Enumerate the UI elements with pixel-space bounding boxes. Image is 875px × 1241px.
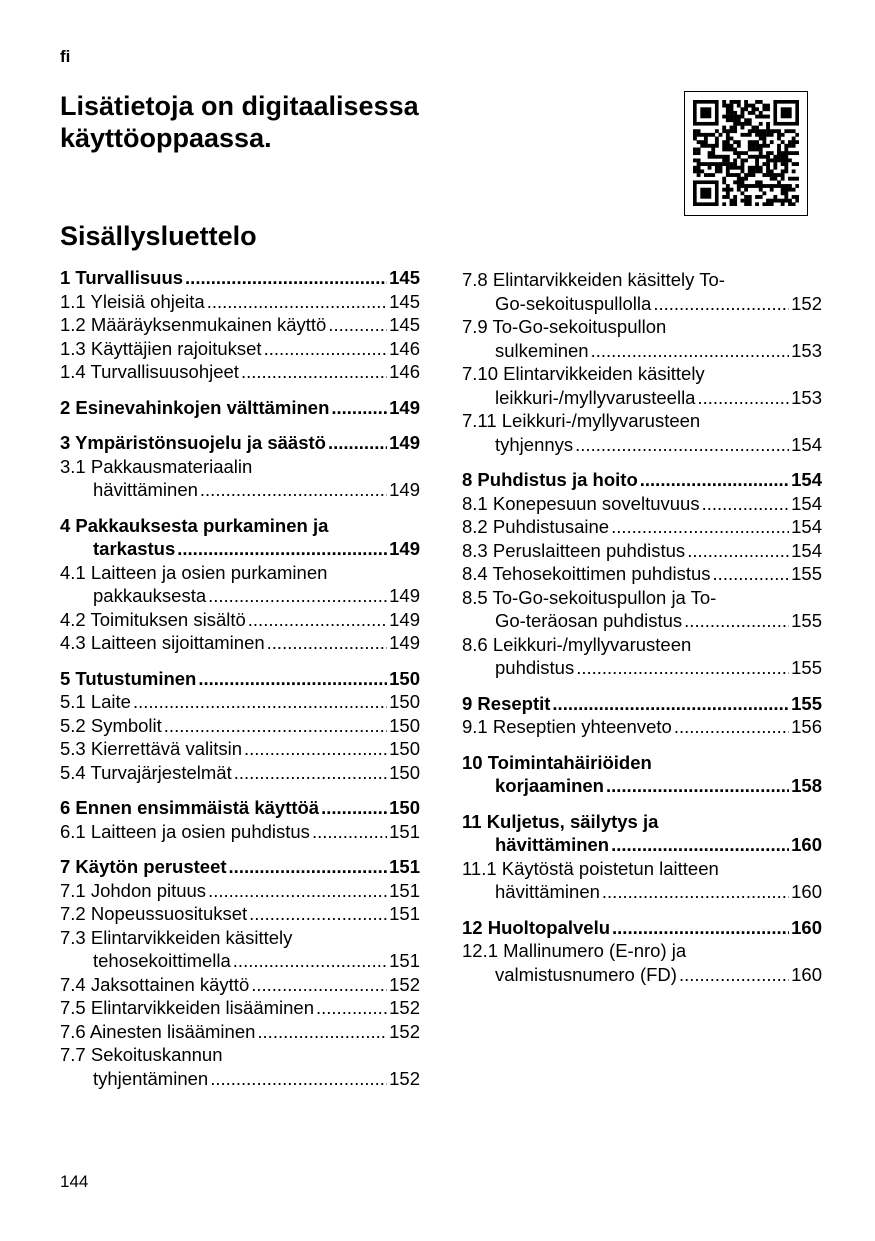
dot-leader: [331, 396, 387, 420]
toc-entry-title: 9.1 Reseptien yhteenveto: [462, 716, 672, 737]
toc-page-number: 156: [791, 716, 822, 737]
dot-leader: [207, 290, 387, 314]
toc-page-number: 146: [389, 337, 420, 359]
toc-entry-title: 3 Ympäristönsuojelu ja säästö: [60, 432, 326, 453]
toc-page-number: 151: [389, 820, 420, 842]
dot-leader: [687, 539, 789, 563]
toc-page-number: 150: [389, 714, 420, 736]
toc-page-number: 155: [791, 563, 822, 584]
toc-subsection[interactable]: [60, 690, 420, 714]
toc-chapter[interactable]: [60, 431, 420, 455]
toc-page-number: 150: [389, 667, 420, 689]
toc-entry-title: 10 Toimintahäiriöiden: [462, 751, 652, 773]
toc-page-number: 149: [389, 396, 420, 418]
dot-leader: [679, 963, 789, 987]
toc-entry-title: 5.4 Turvajärjestelmät: [60, 761, 232, 783]
toc-subsection[interactable]: [60, 902, 420, 926]
toc-entry-title: 5 Tutustuminen: [60, 667, 197, 689]
toc-subsection[interactable]: [60, 973, 420, 997]
toc-chapter[interactable]: [60, 396, 420, 420]
toc-entry-title: 1.1 Yleisiä ohjeita: [60, 290, 205, 312]
toc-entry-title: valmistusnumero (FD): [495, 963, 677, 985]
toc-subsection[interactable]: [462, 409, 822, 456]
toc-entry-title: tehosekoittimella: [93, 950, 231, 971]
toc-entry-title: tarkastus: [93, 538, 176, 559]
dot-leader: [328, 431, 387, 455]
toc-entry-title: 11.1 Käytöstä poistetun laitteen: [462, 857, 719, 879]
dot-leader: [198, 667, 387, 691]
toc-page-number: 150: [389, 691, 420, 712]
dot-leader: [575, 433, 789, 457]
dot-leader: [697, 386, 789, 410]
dot-leader: [653, 292, 789, 316]
toc-entry-title: 7.9 To-Go-sekoituspullon: [462, 316, 667, 337]
toc-page-number: 160: [791, 881, 822, 902]
dot-leader: [251, 973, 387, 997]
dot-leader: [210, 1067, 387, 1091]
toc-page-number: 150: [389, 761, 420, 783]
toc-entry-title: leikkuri-/myllyvarusteella: [495, 386, 696, 408]
dot-leader: [612, 916, 789, 940]
toc-page-number: 155: [791, 657, 822, 678]
toc-page-number: 154: [791, 516, 822, 537]
toc-page-number: 150: [389, 738, 420, 759]
toc-page-number: 154: [791, 469, 822, 490]
dot-leader: [640, 468, 789, 492]
toc-chapter[interactable]: [462, 916, 822, 940]
toc-subsection[interactable]: [60, 360, 420, 384]
toc-section: [462, 916, 822, 987]
dot-leader: [229, 855, 388, 879]
toc-page-number: 153: [791, 386, 822, 408]
dot-leader: [312, 820, 387, 844]
toc-subsection[interactable]: [60, 455, 420, 502]
toc-entry-title: 7.1 Johdon pituus: [60, 879, 207, 901]
dot-leader: [602, 880, 789, 904]
qr-code[interactable]: [684, 91, 808, 216]
toc-subsection[interactable]: [462, 539, 822, 563]
toc-entry-title: 2 Esinevahinkojen välttäminen: [60, 396, 330, 418]
dot-leader: [200, 478, 387, 502]
toc-entry-title: 7.3 Elintarvikkeiden käsittely: [60, 926, 293, 948]
toc-entry-title: puhdistus: [495, 657, 575, 678]
toc-chapter[interactable]: [462, 468, 822, 492]
toc-page-number: 153: [791, 339, 822, 361]
toc-entry-title: 7 Käytön perusteet: [60, 856, 227, 877]
toc-subsection[interactable]: [60, 290, 420, 314]
toc-subsection[interactable]: [462, 562, 822, 586]
toc-entry-title: 6.1 Laitteen ja osien puhdistus: [60, 820, 310, 842]
dot-leader: [234, 761, 387, 785]
toc-page-number: 160: [791, 963, 822, 985]
toc-entry-title: Go-sekoituspullolla: [495, 292, 652, 314]
dot-leader: [248, 608, 387, 632]
dot-leader: [133, 690, 387, 714]
toc-page-number: 155: [791, 692, 822, 714]
toc-page-number: 152: [791, 292, 822, 314]
toc-entry-title: 7.7 Sekoituskannun: [60, 1044, 223, 1065]
toc-page-number: 152: [389, 997, 420, 1018]
toc-subsection[interactable]: [60, 337, 420, 361]
toc-page-number: 152: [389, 973, 420, 995]
toc-entry-title: 6 Ennen ensimmäistä käyttöä: [60, 797, 320, 818]
toc-section: [60, 855, 420, 1090]
toc-page-number: 160: [791, 834, 822, 855]
toc-entry-title: 1.3 Käyttäjien rajoitukset: [60, 337, 262, 359]
toc-subsection[interactable]: [462, 939, 822, 986]
toc-page-number: 152: [389, 1067, 420, 1089]
toc-entry-title: tyhjentäminen: [93, 1067, 209, 1089]
toc-page-number: 149: [389, 632, 420, 653]
toc-page-number: 149: [389, 479, 420, 500]
toc-section: [60, 514, 420, 655]
toc-subsection[interactable]: [60, 737, 420, 761]
toc-section: [462, 751, 822, 798]
toc-chapter[interactable]: [462, 810, 822, 857]
toc-page-number: 149: [389, 585, 420, 606]
toc-section: [60, 667, 420, 785]
toc-page-number: 154: [791, 539, 822, 561]
toc-page-number: 146: [389, 361, 420, 382]
toc-subsection[interactable]: [462, 715, 822, 739]
dot-leader: [208, 584, 387, 608]
headline: Lisätietoja on digitaalisessa käyttöoppaassa.: [60, 91, 419, 153]
dot-leader: [702, 492, 790, 516]
toc-entry-title: tyhjennys: [495, 433, 574, 455]
toc-subsection[interactable]: [462, 515, 822, 539]
toc-entry-title: 8.3 Peruslaitteen puhdistus: [462, 539, 686, 561]
toc-entry-title: korjaaminen: [495, 775, 604, 796]
toc-column-right: [462, 268, 822, 998]
dot-leader: [249, 902, 387, 926]
toc-entry-title: 5.1 Laite: [60, 691, 131, 712]
toc-page-number: 149: [389, 538, 420, 559]
dot-leader: [684, 609, 789, 633]
toc-section: [60, 396, 420, 420]
page-number: 144: [60, 1172, 89, 1191]
toc-entry-title: 11 Kuljetus, säilytys ja: [462, 810, 659, 832]
toc-entry-title: 7.8 Elintarvikkeiden käsittely To-: [462, 269, 725, 290]
language-tag: fi: [60, 47, 71, 66]
toc-entry-title: 1 Turvallisuus: [60, 267, 184, 288]
toc-section: [462, 692, 822, 739]
toc-subsection[interactable]: [60, 561, 420, 608]
toc-page-number: 145: [389, 314, 420, 335]
toc-subsection[interactable]: [462, 492, 822, 516]
toc-page-number: 151: [389, 950, 420, 971]
toc-chapter[interactable]: [60, 796, 420, 820]
toc-page-number: 155: [791, 610, 822, 631]
dot-leader: [591, 339, 790, 363]
toc-entry-title: 3.1 Pakkausmateriaalin: [60, 455, 253, 477]
dot-leader: [185, 266, 387, 290]
toc-entry-title: 7.2 Nopeussuositukset: [60, 903, 248, 924]
toc-subsection[interactable]: [60, 714, 420, 738]
toc-chapter[interactable]: [60, 266, 420, 290]
toc-subsection[interactable]: [462, 586, 822, 633]
dot-leader: [264, 337, 388, 361]
toc-subsection[interactable]: [60, 313, 420, 337]
dot-leader: [233, 949, 387, 973]
toc-entry-title: 4.3 Laitteen sijoittaminen: [60, 632, 265, 653]
toc-page-number: 151: [389, 856, 420, 877]
toc-subsection[interactable]: [60, 761, 420, 785]
toc-chapter[interactable]: [462, 751, 822, 798]
dot-leader: [552, 692, 789, 716]
toc-entry-title: hävittäminen: [495, 834, 610, 855]
toc-entry-title: 7.6 Ainesten lisääminen: [60, 1020, 256, 1042]
toc-entry-title: Go-teräosan puhdistus: [495, 610, 683, 631]
toc-entry-title: 8.6 Leikkuri-/myllyvarusteen: [462, 633, 692, 655]
toc-subsection[interactable]: [60, 879, 420, 903]
toc-page-number: 149: [389, 432, 420, 453]
toc-subsection[interactable]: [60, 631, 420, 655]
toc-page-number: 150: [389, 797, 420, 818]
toc-section: [60, 431, 420, 502]
qr-code-icon: [693, 100, 799, 206]
toc-entry-title: 8.2 Puhdistusaine: [462, 516, 610, 537]
toc-column-left: [60, 266, 420, 1102]
toc-entry-title: sulkeminen: [495, 339, 589, 361]
dot-leader: [713, 562, 790, 586]
dot-leader: [267, 631, 387, 655]
toc-entry-title: 1.4 Turvallisuusohjeet: [60, 361, 239, 382]
dot-leader: [674, 715, 789, 739]
toc-subsection[interactable]: [462, 362, 822, 409]
toc-page-number: 151: [389, 903, 420, 924]
toc-entry-title: 12.1 Mallinumero (E-nro) ja: [462, 940, 687, 961]
toc-section: [462, 468, 822, 680]
toc-page-number: 145: [389, 290, 420, 312]
toc-page-number: 152: [389, 1020, 420, 1042]
toc-subsection[interactable]: [462, 268, 822, 315]
toc-entry-title: 1.2 Määräyksenmukainen käyttö: [60, 314, 327, 335]
toc-entry-title: 8.5 To-Go-sekoituspullon ja To-: [462, 586, 717, 608]
toc-entry-title: 4.2 Toimituksen sisältö: [60, 608, 246, 630]
toc-subsection[interactable]: [60, 608, 420, 632]
toc-page-number: 145: [389, 267, 420, 288]
toc-entry-title: 8.4 Tehosekoittimen puhdistus: [462, 563, 711, 584]
dot-leader: [328, 313, 387, 337]
toc-page-number: 154: [791, 433, 822, 455]
toc-section: [60, 266, 420, 384]
toc-section: [462, 268, 822, 456]
dot-leader: [164, 714, 387, 738]
toc-entry-title: 7.10 Elintarvikkeiden käsittely: [462, 363, 705, 384]
toc-section: [60, 796, 420, 843]
toc-entry-title: 7.4 Jaksottainen käyttö: [60, 973, 250, 995]
dot-leader: [611, 833, 789, 857]
toc-page-number: 158: [791, 775, 822, 796]
toc-title: Sisällysluettelo: [60, 221, 257, 251]
toc-entry-title: 4.1 Laitteen ja osien purkaminen: [60, 561, 328, 583]
toc-subsection[interactable]: [60, 996, 420, 1020]
toc-entry-title: pakkauksesta: [93, 585, 207, 606]
toc-entry-title: 7.5 Elintarvikkeiden lisääminen: [60, 997, 314, 1018]
dot-leader: [611, 515, 789, 539]
toc-entry-title: 8.1 Konepesuun soveltuvuus: [462, 492, 700, 514]
toc-subsection[interactable]: [60, 926, 420, 973]
toc-chapter[interactable]: [60, 855, 420, 879]
toc-page-number: 149: [389, 608, 420, 630]
toc-entry-title: 5.2 Symbolit: [60, 714, 162, 736]
toc-chapter[interactable]: [462, 692, 822, 716]
toc-subsection[interactable]: [60, 1043, 420, 1090]
toc-subsection[interactable]: [60, 820, 420, 844]
toc-entry-title: 9 Reseptit: [462, 692, 551, 714]
dot-leader: [257, 1020, 387, 1044]
toc-entry-title: 5.3 Kierrettävä valitsin: [60, 738, 243, 759]
dot-leader: [316, 996, 387, 1020]
toc-entry-title: 7.11 Leikkuri-/myllyvarusteen: [462, 410, 701, 431]
dot-leader: [208, 879, 387, 903]
dot-leader: [177, 537, 387, 561]
dot-leader: [241, 360, 387, 384]
toc-subsection[interactable]: [462, 315, 822, 362]
toc-entry-title: hävittäminen: [495, 881, 600, 902]
toc-chapter[interactable]: [60, 514, 420, 561]
dot-leader: [576, 656, 789, 680]
dot-leader: [321, 796, 387, 820]
toc-subsection[interactable]: [462, 857, 822, 904]
toc-chapter[interactable]: [60, 667, 420, 691]
toc-entry-title: 4 Pakkauksesta purkaminen ja: [60, 514, 329, 536]
dot-leader: [606, 774, 789, 798]
toc-page-number: 151: [389, 879, 420, 901]
toc-subsection[interactable]: [60, 1020, 420, 1044]
toc-subsection[interactable]: [462, 633, 822, 680]
toc-entry-title: 12 Huoltopalvelu: [462, 916, 611, 938]
toc-entry-title: hävittäminen: [93, 479, 198, 500]
toc-section: [462, 810, 822, 904]
dot-leader: [244, 737, 387, 761]
toc-entry-title: 8 Puhdistus ja hoito: [462, 469, 638, 490]
toc-page-number: 154: [791, 492, 822, 514]
toc-page-number: 160: [791, 916, 822, 938]
